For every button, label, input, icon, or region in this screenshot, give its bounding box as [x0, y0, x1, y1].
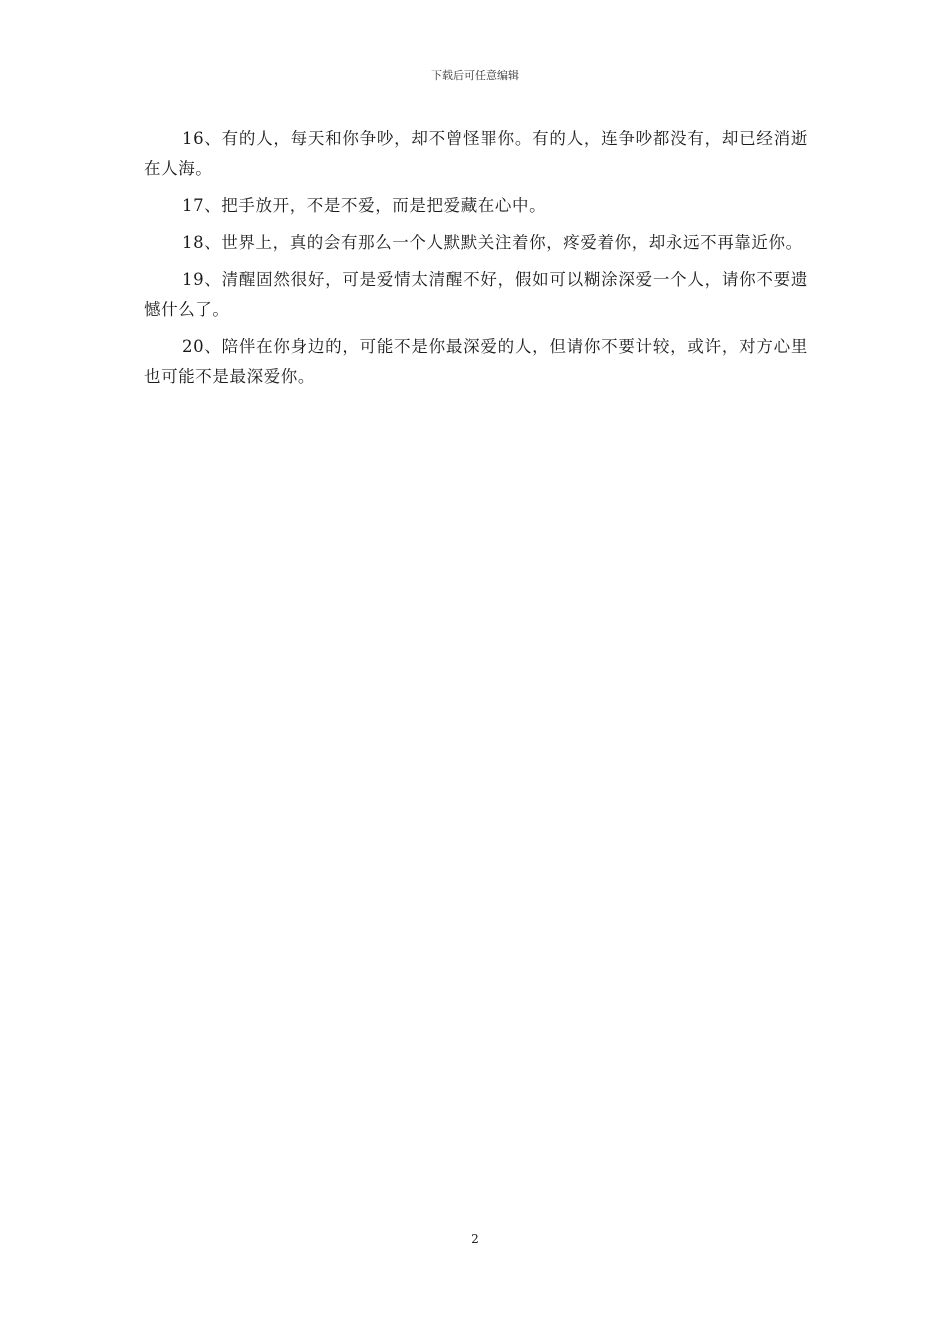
paragraph-17: 17、把手放开，不是不爱，而是把爱藏在心中。 [182, 196, 547, 215]
paragraph-19: 19、清醒固然很好，可是爱情太清醒不好，假如可以糊涂深爱一个人，请你不要遗憾什么了。 [144, 270, 808, 319]
page-header: 下载后可任意编辑 [431, 69, 519, 82]
paragraph-18: 18、世界上，真的会有那么一个人默默关注着你，疼爱着你，却永远不再靠近你。 [182, 233, 803, 252]
paragraph-20: 20、陪伴在你身边的，可能不是你最深爱的人，但请你不要计较，或许，对方心里也可能不是最深爱你。 [144, 337, 808, 386]
document-body [144, 124, 808, 399]
paragraph-16: 16、有的人，每天和你争吵，却不曾怪罪你。有的人，连争吵都没有，却已经消逝在人海。 [144, 129, 808, 178]
page-number: 2 [471, 1232, 479, 1246]
